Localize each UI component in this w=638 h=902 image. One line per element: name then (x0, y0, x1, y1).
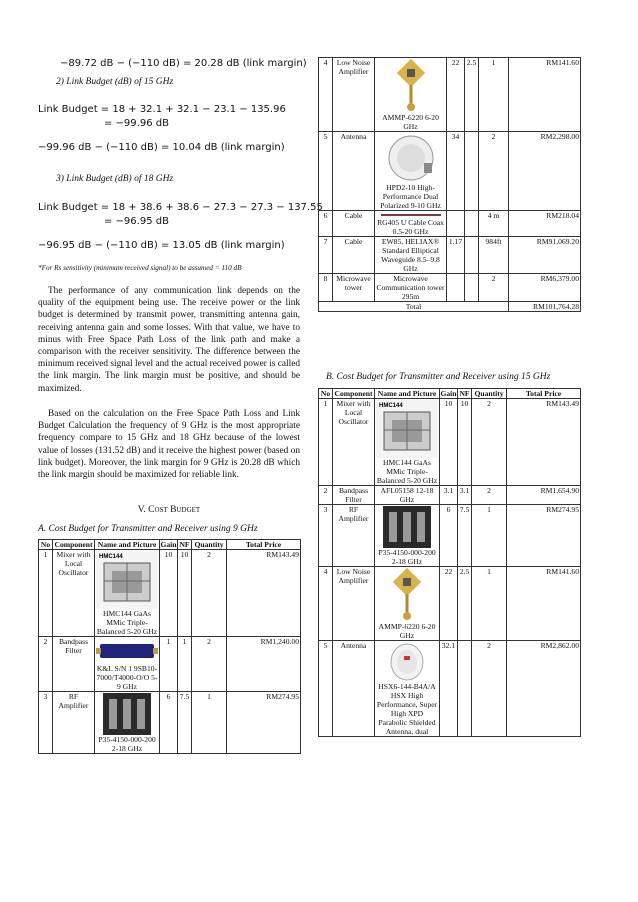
no-cell: 2 (319, 486, 333, 505)
component-cell: Cable (333, 211, 375, 237)
shielded-antenna-image (386, 642, 428, 682)
component-cell: Low Noise Amplifier (333, 58, 375, 132)
section-heading: V. Cost Budget (137, 505, 201, 515)
nf-cell: 3.1 (458, 486, 472, 505)
part-name: P35-4150-000-200 2-18 GHz (98, 735, 156, 753)
component-cell: RF Amplifier (53, 692, 95, 754)
gain-cell: 6 (160, 692, 178, 754)
no-cell: 5 (319, 641, 333, 737)
part-name: AMMP-6220 6-20 GHz (378, 622, 436, 640)
table-row (319, 486, 581, 505)
nf-cell (465, 237, 479, 274)
price-cell: RM1,240.00 (227, 637, 301, 692)
no-cell: 6 (319, 211, 333, 237)
part-name: HPD2-10 High-Performance Dual Polarized 9-10 GHz (380, 183, 441, 210)
paragraph-conclusion: Based on the calculation on the Free Space Path Loss and Link Budget Calculation the frequency of 9 GHz is the most appropriate frequency compare to 15 GHz and 18 GHz because of the lowest value of losses (131.52 dB) and it receive the highest power (based on link budget). Moreover, the link margin for 9 GHz is 20.28 dB which the link margin should be maximized for reliable link. (38, 409, 300, 481)
price-cell: RM143.49 (507, 399, 581, 486)
cost-table-9ghz-continued (318, 57, 581, 312)
no-cell: 3 (319, 505, 333, 567)
part-name: HSX6-144-B4A/A HSX High Performance, Super High XPD Parabolic Shielded Antenna, dual (376, 682, 438, 736)
chip-image (96, 551, 158, 609)
name-picture-cell (375, 505, 440, 567)
header-cell: NF (459, 389, 470, 398)
name-picture-cell (375, 486, 440, 505)
gain-cell: 3.1 (440, 486, 458, 505)
no-cell: 8 (319, 274, 333, 302)
table-row (39, 550, 301, 637)
header-cell: Gain (440, 389, 457, 398)
part-name: AMMP-6220 6-20 GHz (382, 113, 439, 131)
quantity-cell: 1 (192, 692, 227, 754)
gain-cell (447, 274, 465, 302)
no-cell: 1 (319, 399, 333, 486)
no-cell: 1 (39, 550, 53, 637)
table-row (39, 637, 301, 692)
name-picture-cell (375, 211, 447, 237)
nf-cell (465, 132, 479, 211)
price-cell: RM141.60 (507, 567, 581, 641)
no-cell: 5 (319, 132, 333, 211)
table-row (319, 132, 581, 211)
amplifier-board-image (383, 506, 431, 548)
gain-cell: 34 (447, 132, 465, 211)
nf-cell: 1 (178, 637, 192, 692)
name-picture-cell (375, 58, 447, 132)
quantity-cell: 1 (472, 567, 507, 641)
quantity-cell: 2 (472, 486, 507, 505)
no-cell: 3 (39, 692, 53, 754)
gain-cell (447, 211, 465, 237)
header-cell: No (319, 389, 333, 399)
eq1-result: −89.72 dB − (−110 dB) = 20.28 dB (link margin) (60, 58, 307, 69)
no-cell: 2 (39, 637, 53, 692)
name-picture-cell (95, 692, 160, 754)
chip-image (376, 400, 438, 458)
header-cell: No (39, 540, 53, 550)
component-cell: RF Amplifier (333, 505, 375, 567)
dish-antenna-image (386, 133, 436, 183)
header-cell: Gain (160, 540, 177, 549)
component-cell: Antenna (333, 132, 375, 211)
gain-cell: 10 (440, 399, 458, 486)
gain-cell: 22 (447, 58, 465, 132)
sensitivity-note: *For Rs sensitivity (minimum received signal) to be assumed = 110 dB (38, 264, 242, 272)
part-name: EW85, HELIAX® Standard Elliptical Waveguide 8.5–9.8 GHz (381, 237, 440, 273)
quantity-cell: 4 m (479, 211, 509, 237)
subheading-18ghz: 3) Link Budget (dB) of 18 GHz (56, 174, 174, 184)
nf-cell: 7.5 (458, 505, 472, 567)
name-picture-cell (375, 641, 440, 737)
quantity-cell: 2 (192, 637, 227, 692)
part-name: Microwave Communication tower 295m (376, 274, 445, 301)
header-cell: Component (53, 540, 95, 550)
gain-cell: 1.17 (447, 237, 465, 274)
price-cell: RM1,654.90 (507, 486, 581, 505)
component-cell: Antenna (333, 641, 375, 737)
table-row (319, 211, 581, 237)
table-row (319, 567, 581, 641)
price-cell: RM274.95 (227, 692, 301, 754)
component-cell: Low Noise Amplifier (333, 567, 375, 641)
nf-cell: 2.5 (465, 58, 479, 132)
quantity-cell: 2 (472, 641, 507, 737)
header-cell: Name and Picture (375, 389, 440, 399)
nf-cell (458, 641, 472, 737)
quantity-cell: 984ft (479, 237, 509, 274)
component-cell: Mixer with Local Oscillator (333, 399, 375, 486)
name-picture-cell (375, 567, 440, 641)
component-cell: Bandpass Filter (333, 486, 375, 505)
part-name: P35-4150-000-200 2-18 GHz (378, 548, 436, 566)
part-name: AFL05158 12-18 GHz (380, 486, 434, 504)
quantity-cell: 2 (479, 274, 509, 302)
name-picture-cell (375, 237, 447, 274)
total-row (319, 302, 581, 312)
chip-label: HMC144 (99, 554, 123, 560)
eq2-result: −99.96 dB − (−110 dB) = 10.04 dB (link margin) (38, 142, 285, 153)
part-name: HMC144 GaAs MMic Triple-Balanced 5-20 GHz (96, 609, 158, 636)
component-cell: Mixer with Local Oscillator (53, 550, 95, 637)
nf-cell: 10 (178, 550, 192, 637)
table-row (319, 58, 581, 132)
price-cell: RM2,298.00 (509, 132, 581, 211)
table-row (319, 505, 581, 567)
no-cell: 7 (319, 237, 333, 274)
table-row (319, 641, 581, 737)
name-picture-cell (375, 399, 440, 486)
name-picture-cell (375, 132, 447, 211)
eq3-line2: = −96.95 dB (104, 216, 169, 227)
price-cell: RM141.60 (509, 58, 581, 132)
table-row (319, 274, 581, 302)
header-cell: Quantity (472, 389, 507, 399)
subsection-b-heading: B. Cost Budget for Transmitter and Receiver using 15 GHz (326, 372, 551, 382)
price-cell: RM91,069.20 (509, 237, 581, 274)
paragraph-performance: The performance of any communication link depends on the quality of the equipment being use. The receive power or the link budget is determined by transmit power, transmitting antenna gain, receiving antenna gain and some losses. With that value, we have to minus with Free Space Path Loss of the link path and make a comparison with the receiver sensitivity. The difference between the minimum received signal level and the actual received power is called the link margin. The link margin must be positive, and should be maximized. (38, 286, 300, 394)
price-cell: RM6,379.00 (509, 274, 581, 302)
price-cell: RM2,862.00 (507, 641, 581, 737)
nf-cell: 10 (458, 399, 472, 486)
quantity-cell: 2 (192, 550, 227, 637)
component-cell: Microwave tower (333, 274, 375, 302)
part-name: RG405 U Cable Coax 0.5-20 GHz (377, 218, 444, 236)
chip-label: HMC144 (379, 403, 403, 409)
name-picture-cell (95, 550, 160, 637)
table-row (319, 237, 581, 274)
amplifier-board-image (103, 693, 151, 735)
header-cell: Name and Picture (95, 540, 160, 550)
table-row (39, 692, 301, 754)
no-cell: 4 (319, 58, 333, 132)
header-cell: Total Price (507, 389, 581, 399)
header-cell: NF (179, 540, 190, 549)
table-header-row (319, 389, 581, 399)
eq3-line1: Link Budget = 18 + 38.6 + 38.6 − 27.3 − 27.3 − 137.55 (38, 202, 323, 213)
part-name: K&L S/N 1 9SB10-7000/T4000-O/O 5-9 GHz (96, 664, 158, 691)
gain-cell: 1 (160, 637, 178, 692)
eq2-line2: = −99.96 dB (104, 118, 169, 129)
name-picture-cell (375, 274, 447, 302)
subsection-a-heading: A. Cost Budget for Transmitter and Receiver using 9 GHz (38, 524, 258, 534)
gain-cell: 6 (440, 505, 458, 567)
quantity-cell: 1 (472, 505, 507, 567)
header-cell: Total Price (227, 540, 301, 550)
nf-cell: 2.5 (458, 567, 472, 641)
header-cell: Component (333, 389, 375, 399)
table-row (319, 399, 581, 486)
eq2-line1: Link Budget = 18 + 32.1 + 32.1 − 23.1 − 135.96 (38, 104, 286, 115)
subheading-15ghz: 2) Link Budget (dB) of 15 GHz (56, 77, 174, 87)
gain-cell: 10 (160, 550, 178, 637)
quantity-cell: 1 (479, 58, 509, 132)
lna-image (391, 59, 431, 113)
cost-table-9ghz (38, 539, 301, 754)
component-cell: Bandpass Filter (53, 637, 95, 692)
gain-cell: 22 (440, 567, 458, 641)
nf-cell: 7.5 (178, 692, 192, 754)
table-header-row (39, 540, 301, 550)
quantity-cell: 2 (479, 132, 509, 211)
price-cell: RM274.95 (507, 505, 581, 567)
total-price: RM101,764.28 (509, 302, 581, 312)
gain-cell: 32.1 (440, 641, 458, 737)
nf-cell (465, 211, 479, 237)
lna-image (387, 568, 427, 622)
no-cell: 4 (319, 567, 333, 641)
part-name: HMC144 GaAs MMic Triple-Balanced 5-20 GHz (376, 458, 438, 485)
nf-cell (465, 274, 479, 302)
total-label: Total (319, 302, 509, 312)
quantity-cell: 2 (472, 399, 507, 486)
name-picture-cell (95, 637, 160, 692)
filter-image (96, 638, 158, 664)
component-cell: Cable (333, 237, 375, 274)
header-cell: Quantity (192, 540, 227, 550)
price-cell: RM218.04 (509, 211, 581, 237)
cost-table-15ghz (318, 388, 581, 737)
price-cell: RM143.49 (227, 550, 301, 637)
eq3-result: −96.95 dB − (−110 dB) = 13.05 dB (link margin) (38, 240, 285, 251)
